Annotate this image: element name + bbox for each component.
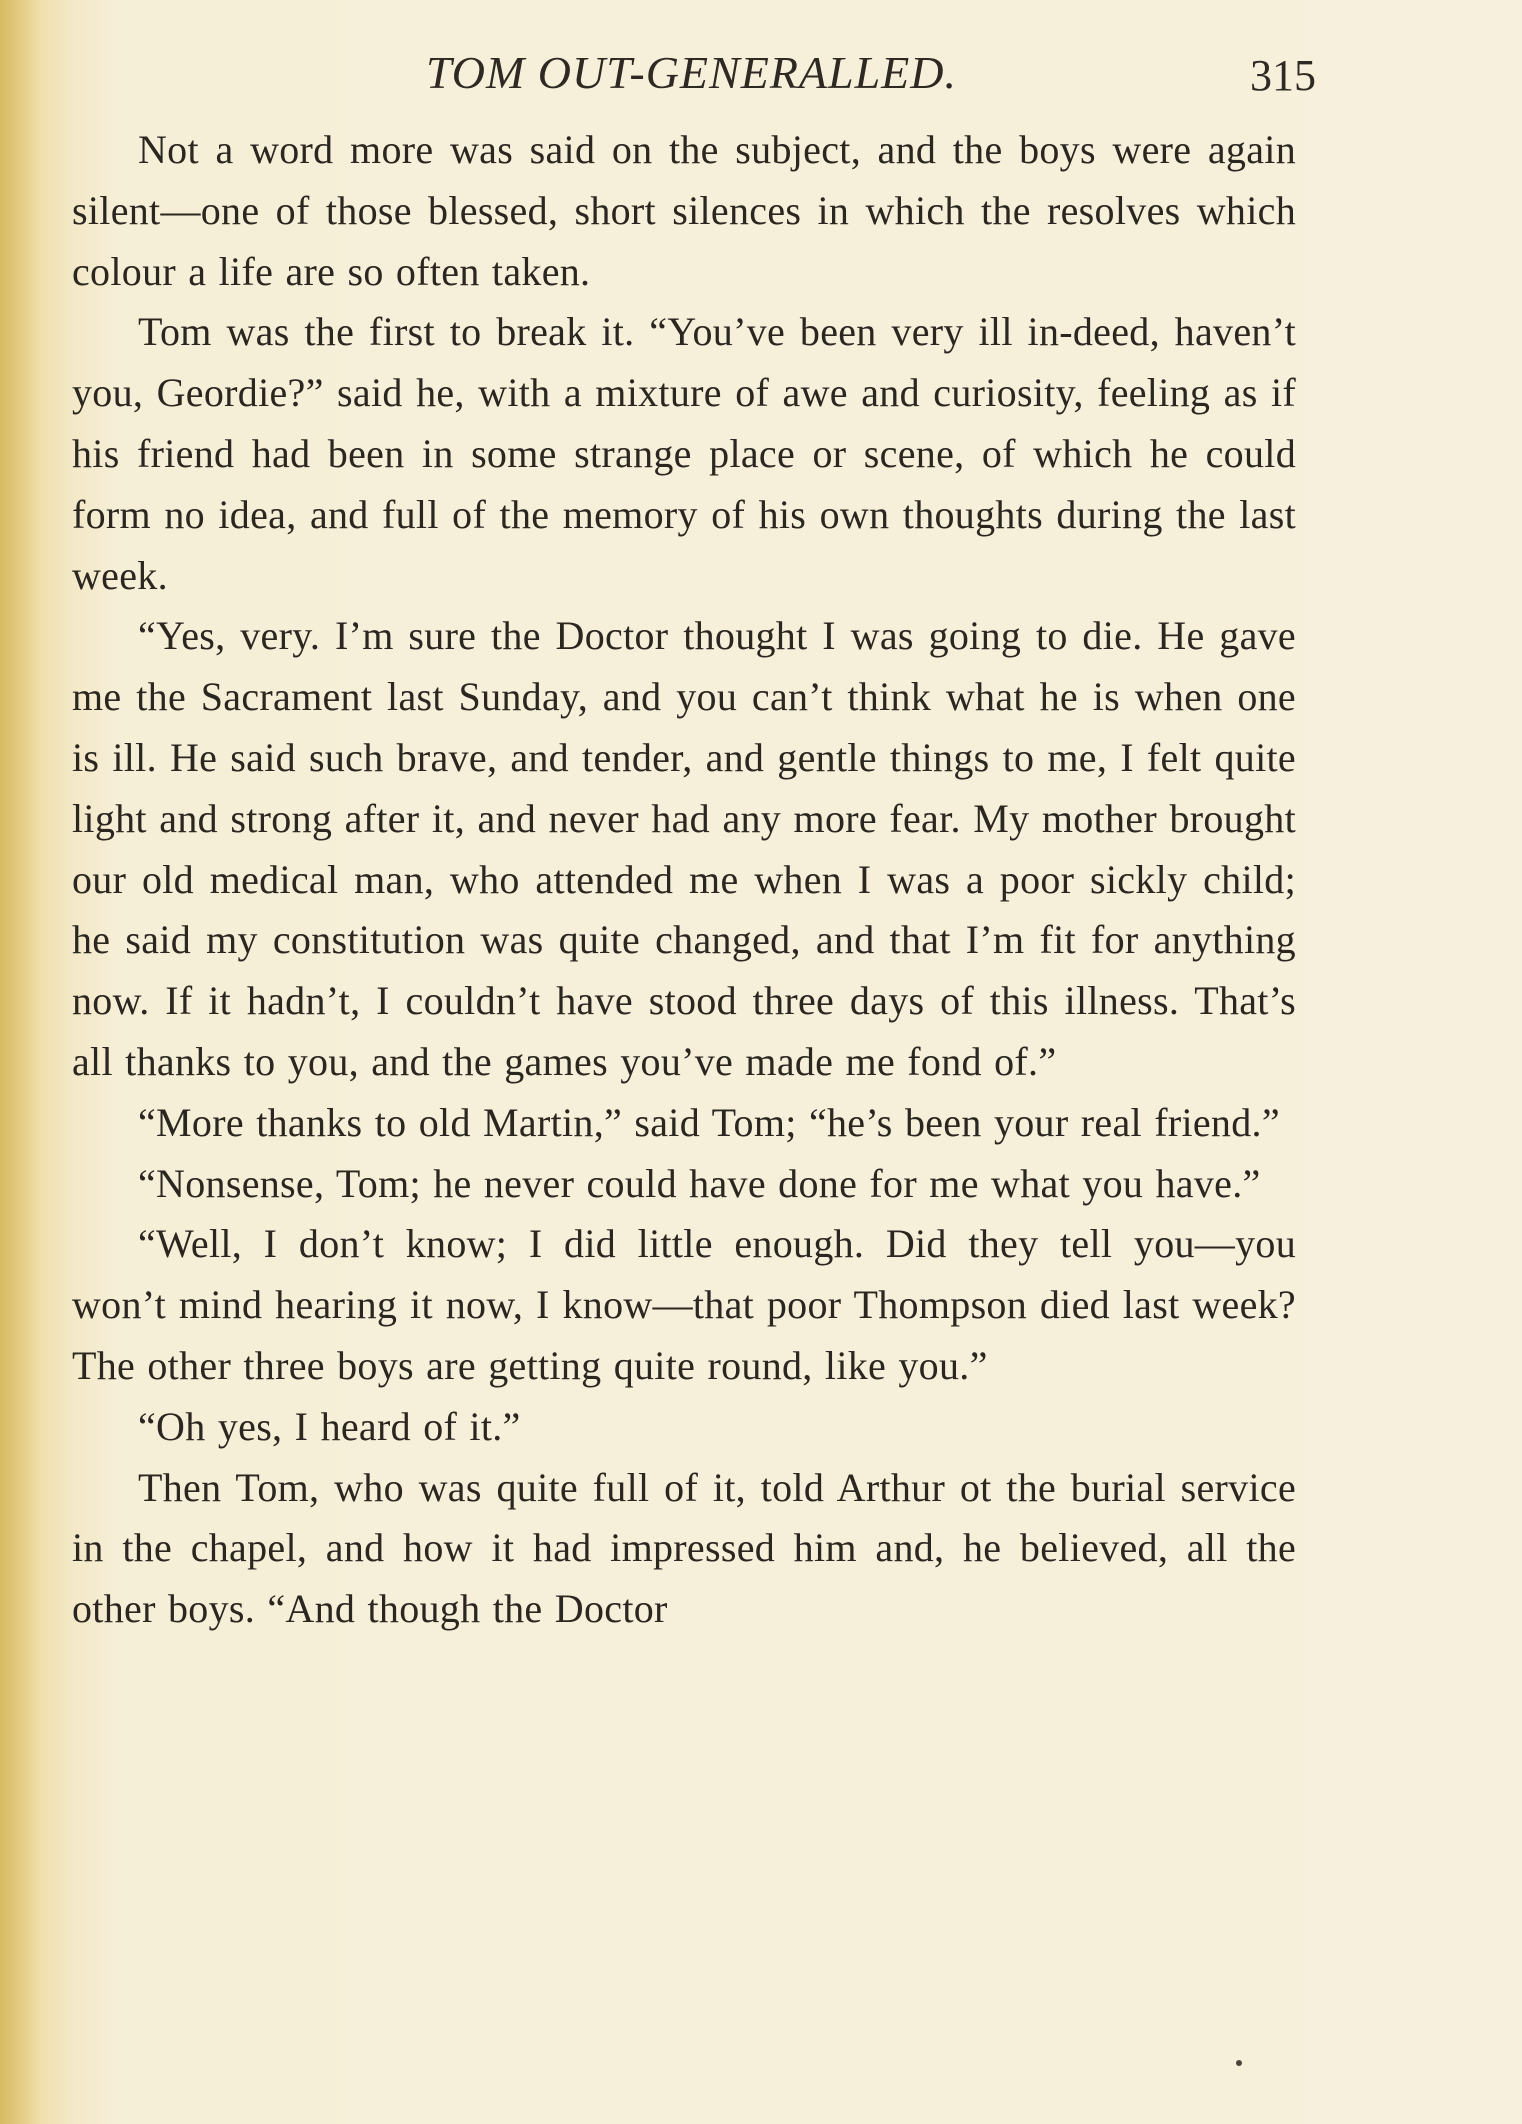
paragraph: “Oh yes, I heard of it.” — [138, 1403, 521, 1449]
paragraph: “More thanks to old Martin,” said Tom; “he’s been your real friend.” — [138, 1099, 1280, 1145]
page-number: 315 — [1250, 51, 1316, 100]
body-text — [72, 120, 1296, 1640]
paragraph: “Nonsense, Tom; he never could have done for me what you have.” — [138, 1160, 1261, 1206]
print-speck — [1236, 2060, 1242, 2066]
page-gutter-shadow — [0, 0, 40, 2124]
paragraph: “Well, I don’t know; I did little enough. Did they tell you—you won’t mind hearing it now, I know—that poor Thompson died last week? The other three boys are getting quite round, like you.” — [72, 1221, 1296, 1388]
paragraph: Tom was the first to break it. “You’ve been very ill in-deed, haven’t you, Geordie?” said he, with a mixture of awe and curiosity, feeling as if his friend had been in some strange place or scene, of which he could form no idea, and full of the memory of his own thoughts during the last week. — [72, 309, 1296, 598]
paragraph: “Yes, very. I’m sure the Doctor thought I was going to die. He gave me the Sacrament last Sunday, and you can’t think what he is when one is ill. He said such brave, and tender, and gentle things to me, I felt quite light and strong after it, and never had any more fear. My mother brought our old medical man, who attended me when I was a poor sickly child; he said my constitution was quite changed, and that I’m fit for anything now. If it hadn’t, I couldn’t have stood three days of this illness. That’s all thanks to you, and the games you’ve made me fond of.” — [72, 613, 1296, 1084]
paragraph: Then Tom, who was quite full of it, told Arthur ot the burial service in the chapel, and how it had impressed him and, he believed, all the other boys. “And though the Doctor — [72, 1464, 1296, 1632]
running-header — [0, 46, 1522, 106]
paragraph: Not a word more was said on the subject, and the boys were again silent—one of those blessed, short silences in which the resolves which colour a life are so often taken. — [72, 127, 1296, 294]
running-title: TOM OUT-GENERALLED. — [426, 47, 957, 98]
